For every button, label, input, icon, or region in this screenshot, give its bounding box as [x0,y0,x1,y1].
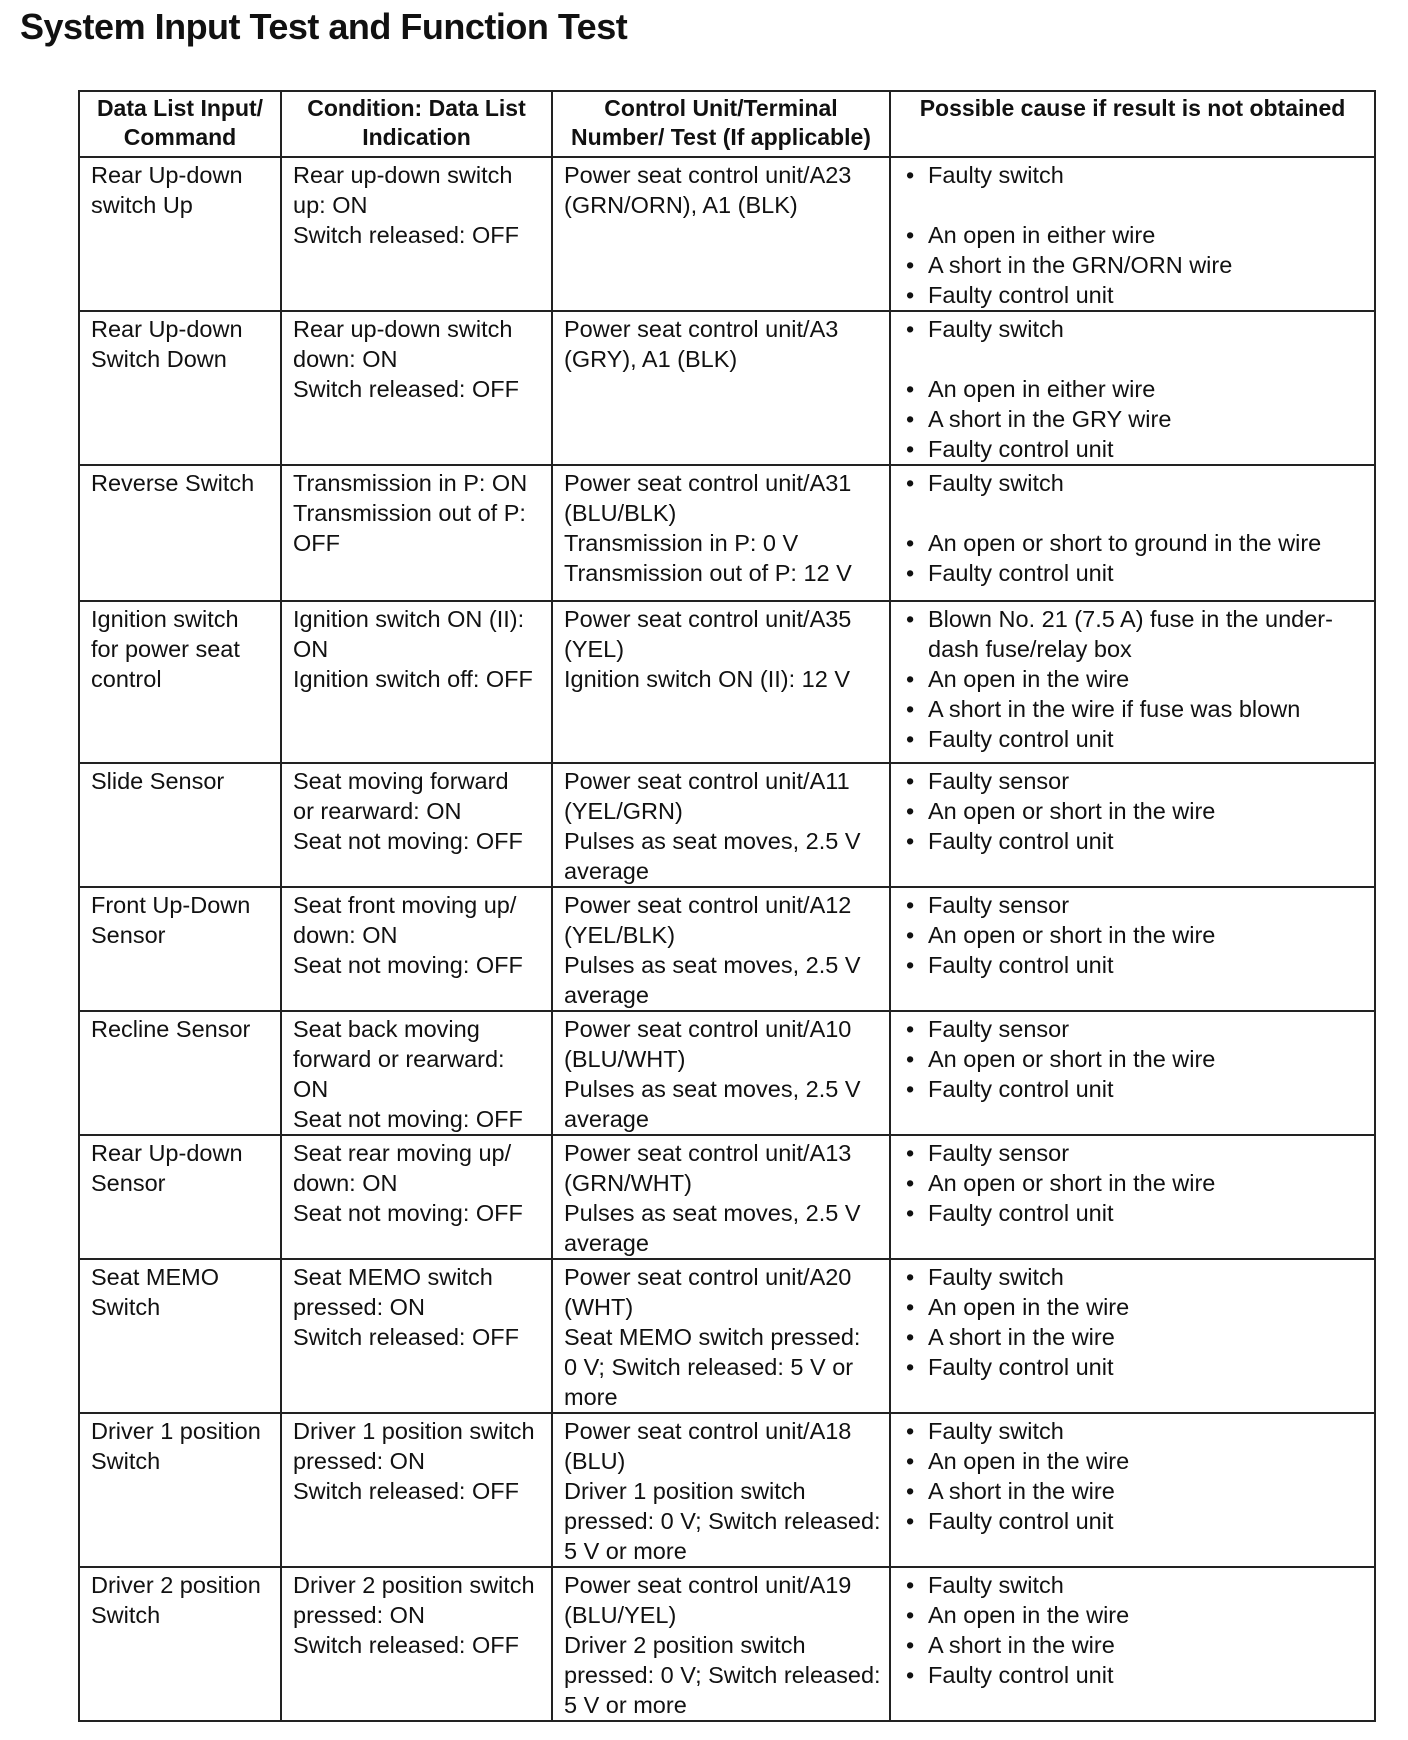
condition-cell-line: Seat back moving [293,1016,480,1042]
cause-cell [890,1259,1375,1413]
cause-cell [890,887,1375,1011]
table-row [79,601,1375,763]
terminal-cell-line: Transmission in P: 0 V [564,530,799,556]
terminal-cell-line: Power seat control unit/A20 [564,1264,852,1290]
terminal-cell-line: 5 V or more [564,1538,687,1564]
cause-list [902,160,1366,310]
cause-list [902,1138,1366,1228]
table-body [79,157,1375,1721]
terminal-cell-line: (BLU/BLK) [564,500,677,526]
cause-item: • Faulty switch [902,1262,1366,1292]
page-title: System Input Test and Function Test [20,6,628,47]
condition-cell [281,157,552,311]
terminal-cell-line: (WHT) [564,1294,634,1320]
cause-item: • Faulty control unit [902,1506,1366,1536]
condition-cell [281,1011,552,1135]
condition-cell-line: Seat rear moving up/ [293,1140,512,1166]
terminal-cell-line: (BLU/WHT) [564,1046,686,1072]
cause-item: • An open in either wire [902,220,1366,250]
condition-cell-line: Seat not moving: OFF [293,1106,523,1132]
input-cell-line: Rear Up-down [91,162,243,188]
terminal-cell-line: Ignition switch ON (II): 12 V [564,666,851,692]
cause-list [902,314,1366,464]
input-cell-line: Rear Up-down [91,1140,243,1166]
input-cell-line: control [91,666,162,692]
cause-cell [890,1413,1375,1567]
table-row [79,763,1375,887]
condition-cell-line: Ignition switch off: OFF [293,666,533,692]
condition-cell [281,601,552,763]
input-cell [79,763,281,887]
terminal-cell-line: pressed: 0 V; Switch released: [564,1508,881,1534]
table-header-row [79,91,1375,157]
condition-cell-line: down: ON [293,922,398,948]
input-cell [79,1011,281,1135]
condition-cell-line: pressed: ON [293,1448,425,1474]
condition-cell-line: pressed: ON [293,1294,425,1320]
condition-cell-line: Seat not moving: OFF [293,952,523,978]
terminal-cell-line: Pulses as seat moves, 2.5 V [564,952,861,978]
terminal-cell [552,1567,890,1721]
input-cell-line: for power seat [91,636,240,662]
terminal-cell-line: (GRN/ORN), A1 (BLK) [564,192,798,218]
condition-cell [281,887,552,1011]
cause-item: • Faulty switch [902,1416,1366,1446]
condition-cell-line: Rear up-down switch [293,162,513,188]
terminal-cell-line: Power seat control unit/A10 [564,1016,852,1042]
condition-cell-line: down: ON [293,1170,398,1196]
terminal-cell-line: pressed: 0 V; Switch released: [564,1662,881,1688]
input-cell-line: Driver 2 position [91,1572,261,1598]
cause-cell [890,1011,1375,1135]
cause-item: • A short in the wire [902,1322,1366,1352]
input-cell [79,1135,281,1259]
terminal-cell-line: Power seat control unit/A18 [564,1418,852,1444]
cause-item: • Faulty control unit [902,724,1366,754]
cause-list [902,890,1366,980]
condition-cell-line: Driver 1 position switch [293,1418,535,1444]
condition-cell [281,311,552,465]
cause-item: • An open in the wire [902,1600,1366,1630]
cause-list [902,468,1366,588]
input-cell [79,157,281,311]
table-row [79,1413,1375,1567]
terminal-cell-line: average [564,1106,649,1132]
cause-item: • Faulty sensor [902,1014,1366,1044]
terminal-cell-line: (BLU) [564,1448,626,1474]
cause-item: • A short in the GRY wire [902,404,1366,434]
cause-cell [890,763,1375,887]
condition-cell [281,1135,552,1259]
condition-cell-line: Driver 2 position switch [293,1572,535,1598]
terminal-cell [552,887,890,1011]
terminal-cell-line: Power seat control unit/A23 [564,162,852,188]
input-cell-line: Switch Down [91,346,227,372]
input-cell [79,311,281,465]
input-cell-line: Front Up-Down [91,892,251,918]
terminal-cell-line: (GRY), A1 (BLK) [564,346,738,372]
condition-cell-line: Seat front moving up/ [293,892,517,918]
cause-cell [890,1567,1375,1721]
cause-item: • Faulty control unit [902,950,1366,980]
terminal-cell-line: Power seat control unit/A19 [564,1572,852,1598]
input-cell-line: Driver 1 position [91,1418,261,1444]
cause-item: • Faulty switch [902,1570,1366,1600]
cause-list [902,604,1366,754]
condition-cell [281,763,552,887]
cause-list [902,1416,1366,1536]
input-cell [79,1259,281,1413]
terminal-cell-line: Power seat control unit/A31 [564,470,852,496]
cause-cell [890,601,1375,763]
cause-item: • Faulty switch [902,160,1366,190]
cause-item: • An open in the wire [902,1292,1366,1322]
cause-cell [890,1135,1375,1259]
cause-item: • Faulty control unit [902,826,1366,856]
cause-item: • An open or short in the wire [902,1044,1366,1074]
header-terminal: Control Unit/Terminal Number/ Test (If applicable) [552,91,890,157]
condition-cell-line: forward or rearward: [293,1046,505,1072]
cause-item: • An open or short in the wire [902,796,1366,826]
cause-item: • A short in the wire [902,1630,1366,1660]
condition-cell-line: Rear up-down switch [293,316,513,342]
terminal-cell [552,1011,890,1135]
table-row [79,887,1375,1011]
input-cell-line: Slide Sensor [91,768,225,794]
condition-cell-line: Seat moving forward [293,768,509,794]
terminal-cell-line: Power seat control unit/A35 [564,606,852,632]
table-row [79,311,1375,465]
terminal-cell-line: Pulses as seat moves, 2.5 V [564,828,861,854]
cause-item: • Faulty control unit [902,1074,1366,1104]
input-cell-line: Sensor [91,1170,166,1196]
terminal-cell-line: Power seat control unit/A12 [564,892,852,918]
condition-cell [281,1567,552,1721]
terminal-cell-line: Power seat control unit/A11 [564,768,850,794]
cause-item: • Faulty control unit [902,280,1366,310]
input-cell [79,601,281,763]
terminal-cell [552,1135,890,1259]
terminal-cell-line: 5 V or more [564,1692,687,1718]
condition-cell-line: down: ON [293,346,398,372]
condition-cell-line: Switch released: OFF [293,376,519,402]
terminal-cell-line: (BLU/YEL) [564,1602,677,1628]
terminal-cell-line: average [564,1230,649,1256]
terminal-cell-line: Power seat control unit/A3 [564,316,839,342]
condition-cell-line: Ignition switch ON (II): [293,606,525,632]
input-cell-line: Switch [91,1448,161,1474]
table-row [79,157,1375,311]
condition-cell-line: Transmission out of P: [293,500,526,526]
input-cell [79,1567,281,1721]
terminal-cell [552,763,890,887]
terminal-cell [552,157,890,311]
terminal-cell-line: (YEL/BLK) [564,922,676,948]
table-row [79,1259,1375,1413]
cause-list [902,766,1366,856]
condition-cell-line: Seat not moving: OFF [293,1200,523,1226]
terminal-cell-line: (YEL) [564,636,625,662]
header-input: Data List Input/ Command [79,91,281,157]
cause-item: • Blown No. 21 (7.5 A) fuse in the under-dash fuse/relay box [902,604,1366,664]
terminal-cell-line: more [564,1384,618,1410]
cause-cell [890,157,1375,311]
terminal-cell [552,465,890,601]
table-row [79,465,1375,601]
input-cell [79,465,281,601]
terminal-cell-line: Pulses as seat moves, 2.5 V [564,1200,861,1226]
condition-cell-line: OFF [293,530,340,556]
condition-cell-line: ON [293,636,329,662]
input-cell-line: Reverse Switch [91,470,255,496]
terminal-cell-line: Driver 2 position switch [564,1632,806,1658]
cause-cell [890,465,1375,601]
cause-item: • Faulty sensor [902,766,1366,796]
condition-cell-line: Switch released: OFF [293,1632,519,1658]
cause-item: • Faulty switch [902,314,1366,344]
input-cell [79,1413,281,1567]
condition-cell-line: or rearward: ON [293,798,462,824]
condition-cell-line: Switch released: OFF [293,222,519,248]
cause-item: • A short in the wire [902,1476,1366,1506]
header-condition: Condition: Data List Indication [281,91,552,157]
cause-item: • An open in the wire [902,1446,1366,1476]
cause-list [902,1262,1366,1382]
cause-item: • Faulty control unit [902,434,1366,464]
condition-cell-line: Seat MEMO switch [293,1264,493,1290]
condition-cell-line: pressed: ON [293,1602,425,1628]
terminal-cell-line: average [564,982,649,1008]
cause-cell [890,311,1375,465]
input-cell-line: Rear Up-down [91,316,243,342]
cause-item: • Faulty sensor [902,890,1366,920]
input-cell-line: Recline Sensor [91,1016,251,1042]
table-row [79,1567,1375,1721]
condition-cell-line: up: ON [293,192,368,218]
terminal-cell-line: 0 V; Switch released: 5 V or [564,1354,854,1380]
terminal-cell-line: (YEL/GRN) [564,798,683,824]
condition-cell [281,465,552,601]
condition-cell-line: Switch released: OFF [293,1324,519,1350]
terminal-cell-line: Driver 1 position switch [564,1478,806,1504]
cause-item: • An open in either wire [902,374,1366,404]
terminal-cell-line: (GRN/WHT) [564,1170,692,1196]
input-cell-line: Sensor [91,922,166,948]
table-row [79,1135,1375,1259]
cause-list [902,1570,1366,1690]
terminal-cell [552,601,890,763]
input-test-table [78,90,1376,1722]
cause-item: • An open or short in the wire [902,1168,1366,1198]
condition-cell-line: ON [293,1076,329,1102]
cause-item: • An open in the wire [902,664,1366,694]
input-cell-line: Ignition switch [91,606,239,632]
condition-cell-line: Switch released: OFF [293,1478,519,1504]
cause-item: • Faulty sensor [902,1138,1366,1168]
cause-list [902,1014,1366,1104]
terminal-cell-line: Power seat control unit/A13 [564,1140,852,1166]
input-cell [79,887,281,1011]
input-cell-line: Switch [91,1294,161,1320]
cause-item: • A short in the GRN/ORN wire [902,250,1366,280]
terminal-cell-line: Transmission out of P: 12 V [564,560,852,586]
cause-item: • Faulty control unit [902,1352,1366,1382]
cause-item: • Faulty control unit [902,1198,1366,1228]
terminal-cell-line: Pulses as seat moves, 2.5 V [564,1076,861,1102]
cause-item: • Faulty control unit [902,1660,1366,1690]
header-cause: Possible cause if result is not obtained [890,91,1375,157]
condition-cell [281,1413,552,1567]
condition-cell-line: Seat not moving: OFF [293,828,523,854]
cause-item: • An open or short to ground in the wire [902,528,1366,558]
cause-item: • An open or short in the wire [902,920,1366,950]
table-row [79,1011,1375,1135]
terminal-cell-line: average [564,858,649,884]
condition-cell-line: Transmission in P: ON [293,470,528,496]
cause-item: • Faulty control unit [902,558,1366,588]
terminal-cell [552,311,890,465]
terminal-cell [552,1413,890,1567]
input-cell-line: switch Up [91,192,193,218]
cause-item: • Faulty switch [902,468,1366,498]
input-cell-line: Switch [91,1602,161,1628]
condition-cell [281,1259,552,1413]
input-cell-line: Seat MEMO [91,1264,219,1290]
terminal-cell-line: Seat MEMO switch pressed: [564,1324,861,1350]
terminal-cell [552,1259,890,1413]
cause-item: • A short in the wire if fuse was blown [902,694,1366,724]
